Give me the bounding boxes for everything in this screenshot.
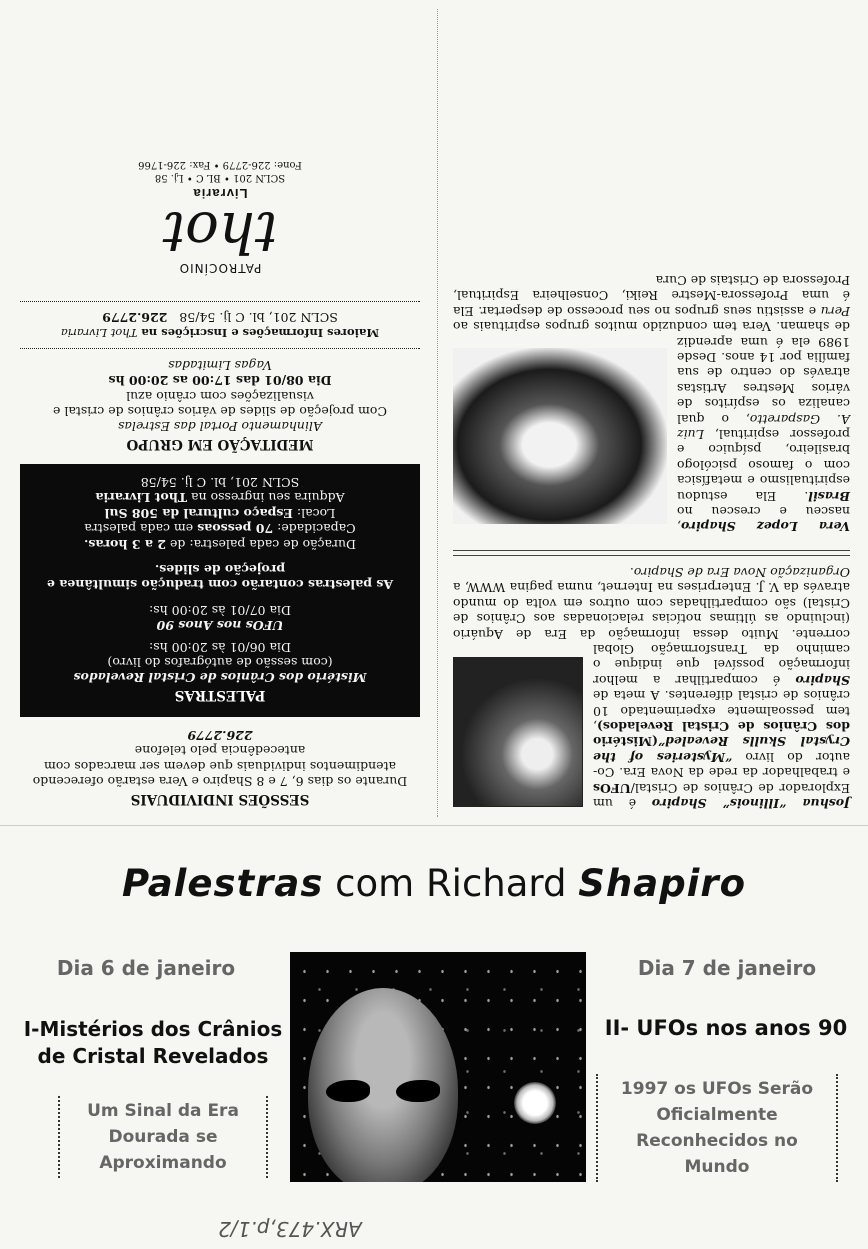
handwritten-note: ARX.473,p.1/2 — [218, 1217, 362, 1241]
sessoes-phone: 226.2779 — [187, 727, 253, 743]
flyer-title: Palestras com Richard Shapiro — [121, 862, 747, 905]
talk-1-title: I-Mistérios dos Crânios de Cristal Revelados — [23, 1017, 283, 1068]
day-1-label: Dia 6 de janeiro — [56, 956, 236, 980]
alien-eye-right — [396, 1080, 440, 1102]
vera-name: Vera Lopez Shapiro — [680, 519, 850, 535]
talk-1-subtitle: Um Sinal da Era Dourada se Aproximando — [58, 1096, 268, 1178]
sessoes-title: SESSÕES INDIVIDUAIS — [130, 791, 310, 807]
dotted-divider — [20, 301, 420, 302]
dotted-divider — [20, 348, 420, 349]
events-column: SESSÕES INDIVIDUAIS Durante os dias 6, 7 e 8 Shapiro e Vera estarão oferecendo atendimentos individuais que devem ser marcados com antecedência pelo telefone 226.2779 PALESTRAS Mistério dos Crânios de Cristal Revelados (com sessão de autógrafos do livro) Dia 06/01 às 20:00 hs: UFOs nos Anos 90 Dia 07/01 às 20:00 hs: As palestras contarão com tradução simultânea e projeção de slides. Duração de cada palestra: de 2 a 3 horas. Capacidade: 70 pessoas em cada palestra Local: Espaço cultural da 508 Sul Adquira seu ingresso na Thot Livraria SCLN 201, bl. C lj. 54/58 MEDITAÇÃO EM GRUPO Alinhamento Portal das Estrelas Com projeção de slides de vários crânios de cristal e visualizações com crânio azul Dia 08/01 das 17:00 as 20:00 hs Vagas Limitadas Maiores Informações e Inscrições na Thot Livraria SCLN 201, bl. C lj. 54/58 226.2779 PATROCÍNIO thot Livraria SCLN 201 • BL C • Lj. 58 Fone: 226-2779 • Fax: 226-1766 — [10, 9, 430, 817]
vera-bio: Vera Lopez Shapiro, nasceu e cresceu no Brasil. Ela estudou espiritualismo e metafísica com o famoso psicólogo brasileiro, psíquico e professor espiritual, Luiz A. Gasparetto, o qual canaliza os espíritos de vários Mestres Artistas através do centro de sua família por 14 anos. Desde 1989 ela é uma aprendiz de shaman. Vera tem conduzido muitos grupos espirituais ao Peru e assistiu seus grupos no seu processo de despertar. Ela é uma Professora-Mestre Reiki, Conselheira Espiritual, Professora de Cristais de Cura — [453, 273, 850, 535]
sponsor-block: PATROCÍNIO thot Livraria SCLN 201 • BL C • Lj. 58 Fone: 226-2779 • Fax: 226-1766 — [20, 158, 420, 274]
alien-image — [290, 952, 586, 1182]
sessoes-text: Durante os dias 6, 7 e 8 Shapiro e Vera estarão oferecendo atendimentos individuais que devem ser marcados com antecedência pelo telefone — [32, 743, 408, 789]
talk-2-title: II- UFOs nos anos 90 — [604, 1016, 848, 1040]
talk-2-subtitle: 1997 os UFOs Serão Oficialmente Reconhecidos no Mundo — [596, 1074, 838, 1182]
alien-head — [308, 988, 458, 1182]
comet — [514, 1082, 556, 1124]
joshua-photo — [453, 657, 583, 807]
divider — [453, 551, 850, 557]
column-divider — [437, 9, 438, 817]
day-2-label: Dia 7 de janeiro — [637, 956, 817, 980]
meditacao-title: MEDITAÇÃO EM GRUPO — [126, 436, 314, 453]
vera-photo — [453, 349, 667, 525]
palestras-title: PALESTRAS — [174, 687, 266, 704]
joshua-bio: Joshua “Illinois” Shapiro é um Explorador de Crânios de Cristal/UFOs e trabalhador da rede da Nova Era. Co-autor do livro “Mysteries of the Crystal Skulls Revealed”(Mistério dos Crânios de Cristal Revelados), tem pessoalmente experimentado 10 crânios de cristal diferentes. A meta de Shapiro é compartilhar a melhor informação possível que indique o caminho da Transformação Global corrente. Muito dessa informação da Era de Aquário (incluindo as últimas notícias relacionadas aos Crânios de Cristal) são compartilhadas com outros em volta do mundo através da V. J. Enterprises na Internet, numa pagina WWW, a Organização Nova Era de Shapiro. — [453, 564, 850, 811]
bio-column — [445, 9, 860, 817]
palestras-box: PALESTRAS Mistério dos Crânios de Cristal Revelados (com sessão de autógrafos do livro) Dia 06/01 às 20:00 hs: UFOs nos Anos 90 Dia 07/01 às 20:00 hs: As palestras contarão com tradução simultânea e projeção de slides. Duração de cada palestra: de 2 a 3 horas. Capacidade: 70 pessoas em cada palestra Local: Espaço cultural da 508 Sul Adquira seu ingresso na Thot Livraria SCLN 201, bl. C lj. 54/58 — [20, 465, 420, 718]
fold-line — [0, 825, 868, 826]
joshua-name: Joshua “Illinois” Shapiro — [651, 796, 850, 811]
thot-logo: thot — [162, 199, 278, 265]
alien-eye-left — [326, 1080, 370, 1102]
